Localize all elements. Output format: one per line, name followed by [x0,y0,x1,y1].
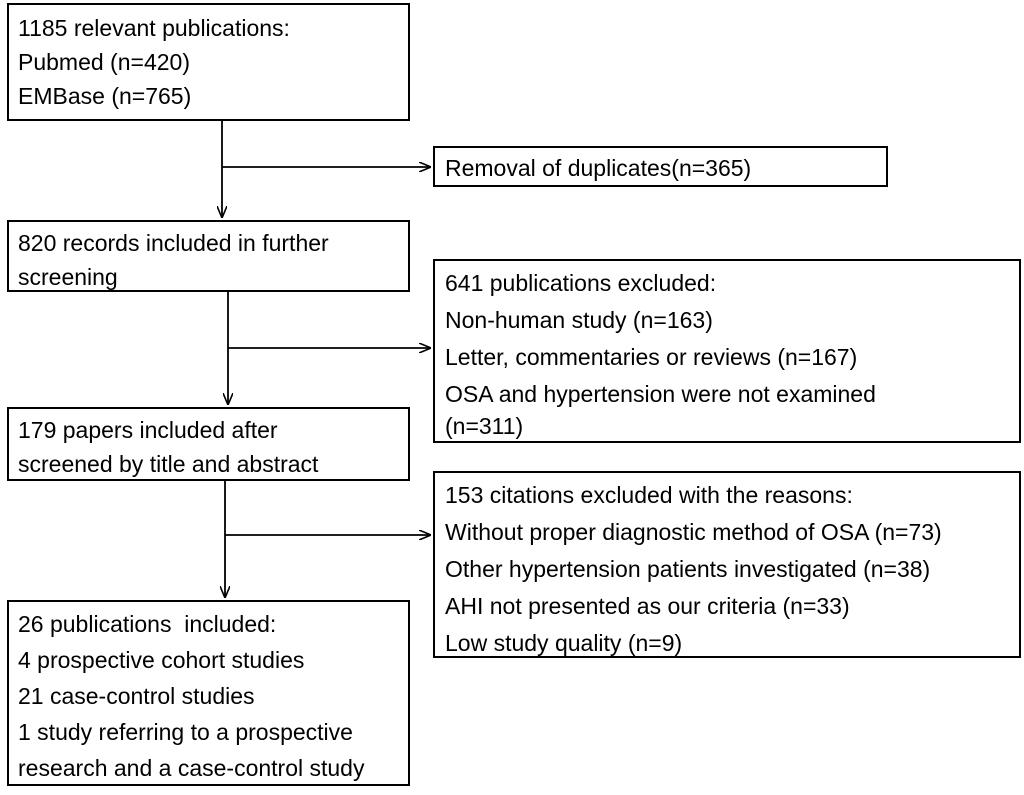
box-line: research and a case-control study [18,755,365,781]
box-line: 1 study referring to a prospective [18,719,353,745]
box-line: 153 citations excluded with the reasons: [445,482,853,508]
identified-records-box [7,3,410,121]
box-line: Other hypertension patients investigated (n=38) [445,556,931,582]
box-line: screened by title and abstract [18,451,319,477]
box-line: screening [18,264,118,290]
box-line: OSA and hypertension were not examined [445,381,876,407]
box-line: 641 publications excluded: [445,270,717,296]
box-line: Without proper diagnostic method of OSA (n=73) [445,519,942,545]
box-line: Pubmed (n=420) [18,49,190,75]
box-line: 26 publications included: [18,611,277,637]
box-line: 1185 relevant publications: [18,15,290,41]
duplicates-removed-box [433,146,888,187]
second-exclusion-box [433,471,1021,658]
box-line: Non-human study (n=163) [445,307,713,333]
box-line: 21 case-control studies [18,683,255,709]
box-line: 820 records included in further [18,230,329,256]
title-abstract-box [7,407,410,481]
box-line: (n=311) [445,413,524,439]
box-line: 4 prospective cohort studies [18,647,305,673]
included-studies-box [7,600,410,786]
box-line: Low study quality (n=9) [445,630,683,656]
box-line: EMBase (n=765) [18,83,192,109]
screening-records-box [7,220,410,292]
box-line: AHI not presented as our criteria (n=33) [445,593,850,619]
first-exclusion-box [433,259,1021,443]
box-line: 179 papers included after [18,417,278,443]
box-line: Removal of duplicates(n=365) [445,155,752,181]
box-line: Letter, commentaries or reviews (n=167) [445,344,858,370]
